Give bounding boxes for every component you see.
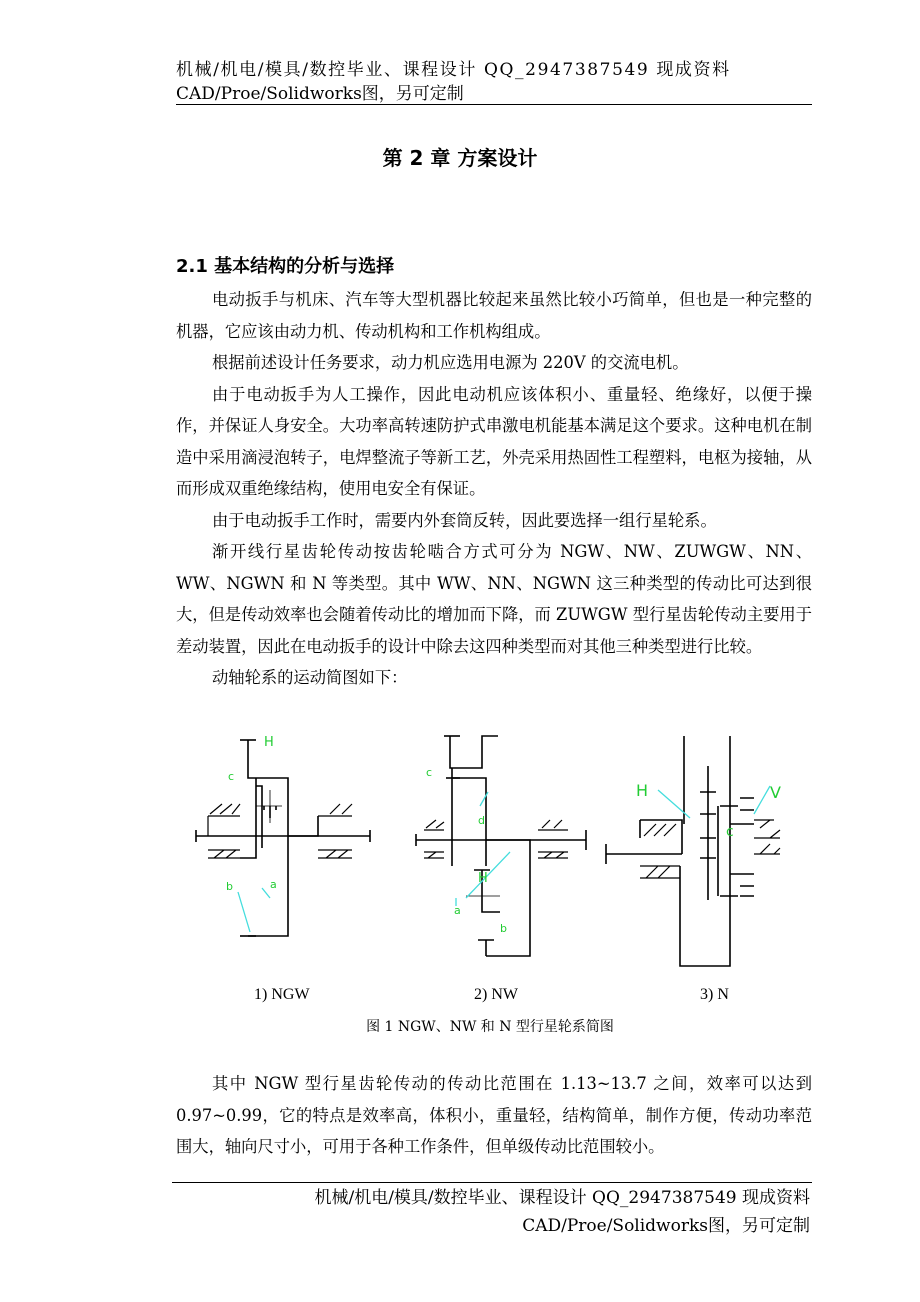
footer-line-2: CAD/Proe/Solidworks图，另可定制 [522,1216,810,1236]
paragraph-7: 其中 NGW 型行星齿轮传动的传动比范围在 1.13~13.7 之间，效率可以达到 0.97~0.99，它的特点是效率高，体积小，重量轻，结构简单，制作方便，传动功率范围大，轴向尺寸小，可用于各种工作条件，但单级传动比范围较小。 [176,1074,812,1156]
svg-text:d: d [478,814,485,827]
svg-text:c: c [426,766,433,779]
svg-text:b: b [500,922,507,935]
n-diagram [606,736,780,966]
gear-diagrams [170,718,790,1018]
svg-text:c: c [228,770,235,783]
header-rule [176,104,812,105]
figure-label-n: 3) N [700,986,729,1003]
svg-text:c: c [726,824,734,840]
figure-label-nw: 2) NW [474,986,518,1003]
paragraph-1: 电动扳手与机床、汽车等大型机器比较起来虽然比较小巧简单，但也是一种完整的机器，它应该由动力机、传动机构和工作机构组成。 [176,290,812,341]
svg-text:a: a [270,878,277,891]
paragraph-2: 根据前述设计任务要求，动力机应选用电源为 220V 的交流电机。 [212,353,689,372]
header-line-2: CAD/Proe/Solidworks图，另可定制 [176,84,464,104]
page-footer [314,1184,810,1240]
paragraph-3: 由于电动扳手为人工操作，因此电动机应该体积小、重量轻、绝缘好，以便于操作，并保证人身安全。大功率高转速防护式串激电机能基本满足这个要求。这种电机在制造中采用滴浸泡转子，电焊整流子等新工艺，外壳采用热固性工程塑料，电枢为接轴，从而形成双重绝缘结构，使用电安全有保证。 [176,384,812,498]
footer-rule [172,1182,812,1183]
header-line-1: 机械/机电/模具/数控毕业、课程设计 QQ_2947387549 现成资料 [176,60,731,80]
paragraph-5: 渐开线行星齿轮传动按齿轮啮合方式可分为 NGW、NW、ZUWGW、NN、WW、NGWN 和 N 等类型。其中 WW、NN、NGWN 这三种类型的传动比可达到很大，但是传动效率也会随着传动比的增加而下降，而 ZUWGW 型行星齿轮传动主要用于差动装置，因此在电动扳手的设计中除去这四种类型而对其他三种类型进行比较。 [176,542,812,656]
footer-line-1: 机械/机电/模具/数控毕业、课程设计 QQ_2947387549 现成资料 [314,1188,810,1208]
svg-text:H: H [636,781,649,800]
svg-text:H: H [264,735,274,750]
body-text [176,284,812,694]
chapter-title: 第 2 章 方案设计 [382,146,538,170]
figure-caption: 图 1 NGW、NW 和 N 型行星轮系简图 [366,1019,614,1035]
ngw-diagram [196,740,370,936]
section-title: 2.1 基本结构的分析与选择 [176,256,395,277]
svg-text:H: H [478,871,488,886]
svg-text:a: a [454,904,461,917]
body-text-2 [176,1068,812,1163]
figure-label-ngw: 1) NGW [254,986,310,1003]
svg-text:b: b [226,880,233,893]
paragraph-4: 由于电动扳手工作时，需要内外套筒反转，因此要选择一组行星轮系。 [212,510,717,530]
page-header [176,58,810,106]
paragraph-6: 动轴轮系的运动简图如下： [212,668,408,687]
svg-text:V: V [770,783,781,802]
planetary-gear-figure [170,718,790,1018]
